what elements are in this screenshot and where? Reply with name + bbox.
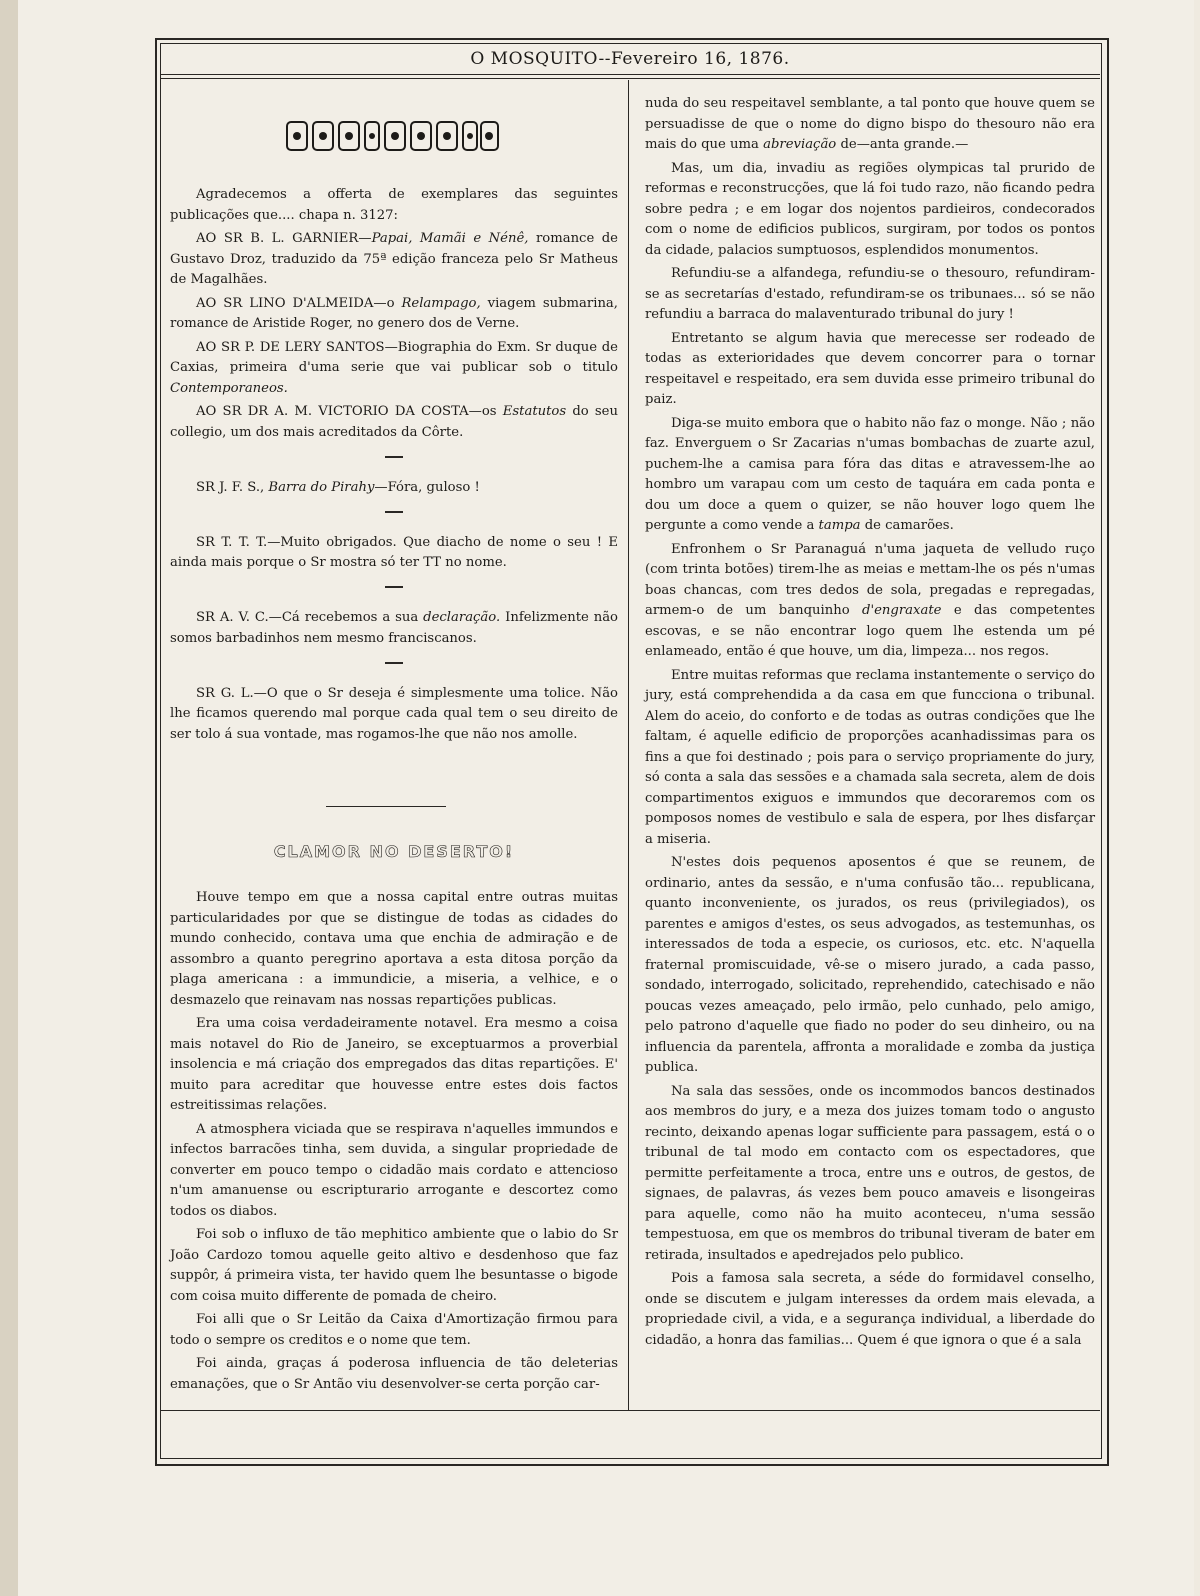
article-paragraph: Entretanto se algum havia que merecesse ser rodeado de todas as exterioridades que devem concorrer para o tornar respeitavel e respeitado, era sem duvida esse primeiro tribunal do paiz. <box>645 330 1095 407</box>
article-paragraph: N'estes dois pequenos aposentos é que se reunem, de ordinario, antes da sessão, e n'uma confusão tão... republicana, quanto inconveniente, os jurados, os reus (privilegiados), os parentes e amigos d'estes, os seus advogados, as testemunhas, os interessados de toda a especie, os curiosos, etc. etc. N'aquella fraternal promiscuidade, vê-se o misero jurado, a cada passo, sondado, interrogado, solicitado, reprehendido, catechisado e não poucas vezes ameaçado, pelo irmão, pelo cunhado, pelo amigo, pelo patrono d'aquelle que fiado no poder do seu dinheiro, ou na influencia da parentela, affronta a moralidade e zomba da justiça publica. <box>645 855 1095 1075</box>
article-paragraph: nuda do seu respeitavel semblante, a tal ponto que houve quem se persuadisse de que o nome do digno bispo do thesouro não era mais do que uma abreviação de—anta grande.— <box>645 96 1095 152</box>
separator-dash <box>170 653 618 674</box>
section-rule <box>326 806 446 807</box>
article-paragraph: Enfronhem o Sr Paranaguá n'uma jaqueta de velludo ruço (com trinta botões) tirem-lhe as meias e mettam-lhe os pés n'umas boas chancas, com tres dedos de sola, pregadas e repregadas, armem-o de um banquinho d'engraxate e das competentes escovas, e se não encontrar logo quem lhe estenda um pé enlameado, então é que houve, um dia, limpeza... nos regos. <box>645 541 1096 659</box>
expediente-heading <box>285 116 500 158</box>
reply-ttt: SR T. T. T.—Muito obrigados. Que diacho de nome o seu ! E ainda mais porque o Sr mostra só ter TT no nome. <box>170 534 618 570</box>
article-paragraph: Foi sob o influxo de tão mephitico ambiente que o labio do Sr João Cardozo tomou aquelle geito altivo e desdenhoso que faz suppôr, á primeira vista, ter havido quem lhe besuntasse o bigode com coisa muito differente de pomada de cheiro. <box>170 1227 618 1304</box>
expediente-ornament-icon <box>285 116 500 158</box>
article-paragraph: Entre muitas reformas que reclama instantemente o serviço do jury, está comprehendida a da casa em que funcciona o tribunal. Alem do aceio, do conforto e de todas as outras condições que lhe faltam, é aquelle edificio de proporções acanhadissimas para os fins a que foi destinado ; pois para o serviço propriamente do jury, só conta a sala das sessões e a chamada sala secreta, alem de dois compartimentos exiguos e immundos que decoraremos com os pomposos nomes de vestibulo e sala de espera, por lhes disfarçar a miseria. <box>645 667 1095 847</box>
article-paragraph: Foi alli que o Sr Leitão da Caixa d'Amortização firmou para todo o sempre os creditos e o nome que tem. <box>170 1312 618 1348</box>
page-spine <box>0 0 18 1596</box>
expediente-text <box>170 185 618 748</box>
article-left-column <box>170 888 618 1398</box>
article-paragraph: A atmosphera viciada que se respirava n'aquelles immundos e infectos barracões tinha, sem duvida, a singular propriedade de converter em pouco tempo o cidadão mais cordato e attencioso n'um amanuense ou escripturario arrogante e descortez como todos os diabos. <box>170 1121 618 1219</box>
reply-gl: SR G. L.—O que o Sr deseja é simplesmente uma tolice. Não lhe ficamos querendo mal porque cada qual tem o seu direito de ser tolo á sua vontade, mas rogamos-lhe que não nos amolle. <box>170 685 618 742</box>
reply-avc: SR A. V. C.—Cá recebemos a sua declaração. Infelizmente não somos barbadinhos nem mesmo franciscanos. <box>170 610 619 646</box>
separator-dash <box>170 578 618 599</box>
notice-almeida: AO SR LINO D'ALMEIDA—o Relampago, viagem submarina, romance de Aristide Roger, no genero dos de Verne. <box>170 295 618 331</box>
article-paragraph: Refundiu-se a alfandega, refundiu-se o thesouro, refundiram-se as secretarías d'estado, refundiram-se os tribunaes... só se não refundiu a barraca do malaventurado tribunal do jury ! <box>645 266 1095 322</box>
acknowledgement-paragraph: Agradecemos a offerta de exemplares das seguintes publicações que.... chapa n. 3127: <box>170 187 618 223</box>
article-paragraph: Mas, um dia, invadiu as regiões olympicas tal prurido de reformas e reconstrucções, que lá foi tudo razo, não ficando pedra sobre pedra ; e em logar dos nojentos pardieiros, condecorados com o nome de edificios publicos, surgiram, por todos os pontos da cidade, palacios sumptuosos, esplendidos monumentos. <box>645 160 1095 258</box>
header-rule <box>160 78 1100 79</box>
page-header: O MOSQUITO--Fevereiro 16, 1876. <box>160 44 1100 75</box>
article-paragraph: Pois a famosa sala secreta, a séde do formidavel conselho, onde se discutem e julgam interesses da ordem mais elevada, a propriedade civil, a vida, e a segurança individual, a liberdade do cidadão, a honra das familias... Quem é que ignora o que é a sala <box>645 1271 1095 1348</box>
article-paragraph: Diga-se muito embora que o habito não faz o monge. Não ; não faz. Enverguem o Sr Zacarias n'umas bombachas de zuarte azul, puchem-lhe a camisa para fóra das ditas e atravessem-lhe ao hombro um varapau com um cesto de taquára em cada ponta e dou um doce a quem o quizer, se não houver logo quem lhe pergunte a como vende a tampa de camarões. <box>645 415 1095 533</box>
article-paragraph: Foi ainda, graças á poderosa influencia de tão deleterias emanações, que o Sr Antão viu desenvolver-se certa porção car- <box>170 1356 618 1392</box>
notice-garnier: AO SR B. L. GARNIER—Papai, Mamãi e Nénê, romance de Gustavo Droz, traduzido da 75ª edição franceza pelo Sr Matheus de Magalhães. <box>170 231 618 287</box>
article-paragraph: Na sala das sessões, onde os incommodos bancos destinados aos membros do jury, e a meza dos juizes tomam todo o angusto recinto, deixando apenas logar sufficiente para passagem, está o o tribunal de tal modo em contacto com os espectadores, que permitte perfeitamente a troca, entre uns e outros, de gestos, de signaes, de palavras, ás vezes bem pouco amaveis e lisongeiras para aquelle, como não ha muito aconteceu, n'uma sessão tempestuosa, em que os membros do tribunal tiveram de bater em retirada, insultados e apedrejados pelo publico. <box>645 1083 1095 1263</box>
article-title: CLAMOR NO DESERTO! <box>273 842 515 861</box>
bottom-rule <box>160 1410 1100 1411</box>
reply-jfs: SR J. F. S., Barra do Pirahy—Fóra, guloso ! <box>196 479 480 495</box>
article-paragraph: Era uma coisa verdadeiramente notavel. Era mesmo a coisa mais notavel do Rio de Janeiro, se exceptuarmos a proverbial insolencia e má criação dos empregados das ditas repartições. E' muito para acreditar que houvesse entre estes dois factos estreitissimas relações. <box>170 1016 618 1113</box>
article-right-column <box>645 94 1095 1354</box>
column-divider <box>628 80 629 1410</box>
article-paragraph: Houve tempo em que a nossa capital entre outras muitas particularidades por que se distingue de todas as cidades do mundo conhecido, contava uma que enchia de admiração e de assombro a quanto peregrino aportava a esta ditosa porção da plaga americana : a immundicie, a miseria, a velhice, e o desmazelo que reinavam nas nossas repartições publicas. <box>170 890 618 1008</box>
separator-dash <box>170 447 618 468</box>
notice-lery-santos: AO SR P. DE LERY SANTOS—Biographia do Exm. Sr duque de Caxias, primeira d'uma serie que vai publicar sob o titulo Contemporaneos. <box>170 339 618 396</box>
notice-victorio: AO SR DR A. M. VICTORIO DA COSTA—os Estatutos do seu collegio, um dos mais acreditados da Côrte. <box>170 404 618 440</box>
separator-dash <box>170 502 618 523</box>
